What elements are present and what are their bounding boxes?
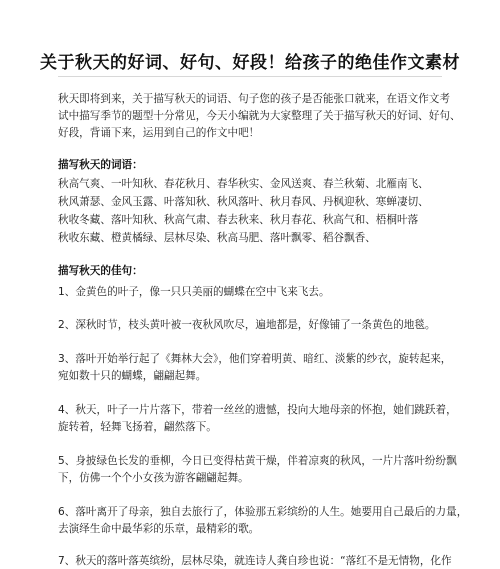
sentence-line: 旋转着，轻舞飞扬着，翩然落下。	[58, 421, 217, 433]
sentence-line: 6、落叶离开了母亲，独自去旅行了，体验那五彩缤纷的人生。她要用自己最后的力量，	[58, 506, 468, 518]
sentence-line: 7、秋天的落叶落英缤纷，层林尽染，就连诗人龚自珍也说：“落红不是无情物，化作	[58, 555, 452, 567]
sentence-line: 2、深秋时节，枝头黄叶被一夜秋风吹尽，遍地都是，好像铺了一条黄色的地毯。	[58, 319, 436, 331]
title-divider	[58, 76, 442, 77]
intro-line: 试中描写季节的题型十分常见，今天小编就为大家整理了关于描写秋天的好词、好句、	[58, 110, 461, 122]
words-heading: 描写秋天的词语：	[58, 159, 143, 171]
sentences-heading: 描写秋天的佳句：	[58, 265, 143, 277]
sentence-line: 1、金黄色的叶子，像一只只美丽的蝴蝶在空中飞来飞去。	[58, 286, 330, 298]
sentence-line: 4、秋天，叶子一片片落下，带着一丝丝的遗憾，投向大地母亲的怀抱，她们跳跃着，	[58, 404, 457, 416]
sentence-line: 3、落叶开始举行起了《舞林大会》，他们穿着明黄、暗红、淡紫的纱衣，旋转起来，	[58, 353, 452, 365]
sentence-line: 宛如数十只的蝴蝶，翩翩起舞。	[58, 370, 207, 382]
article-title: 关于秋天的好词、好句、好段！给孩子的绝佳作文素材	[40, 53, 460, 73]
words-line: 秋收冬藏、落叶知秋、秋高气肃、春去秋来、秋月春花、秋高气和、梧桐叶落	[58, 214, 419, 226]
words-line: 秋高气爽、一叶知秋、春花秋月、春华秋实、金风送爽、春兰秋菊、北雁南飞、	[58, 178, 429, 190]
words-line: 秋风萧瑟、金风玉露、叶落知秋、秋风落叶、秋月春风、丹枫迎秋、寒蝉凄切、	[58, 196, 429, 208]
intro-line: 好段，背诵下来，运用到自己的作文中吧！	[58, 127, 260, 139]
sentence-line: 去演绎生命中最华彩的乐章，最精彩的歌。	[58, 523, 260, 535]
words-line: 秋收东藏、橙黄橘绿、层林尽染、秋高马肥、落叶飘零、稻谷飘香、	[58, 232, 376, 244]
sentence-line: 下，仿佛一个个小女孩为游客翩翩起舞。	[58, 472, 249, 484]
sentence-line: 5、身披绿色长发的垂柳，今日已变得枯黄干燥，伴着凉爽的秋风，一片片落叶纷纷飘	[58, 455, 457, 467]
intro-line: 秋天即将到来，关于描写秋天的词语、句子您的孩子是否能张口就来，在语文作文考	[58, 93, 450, 105]
